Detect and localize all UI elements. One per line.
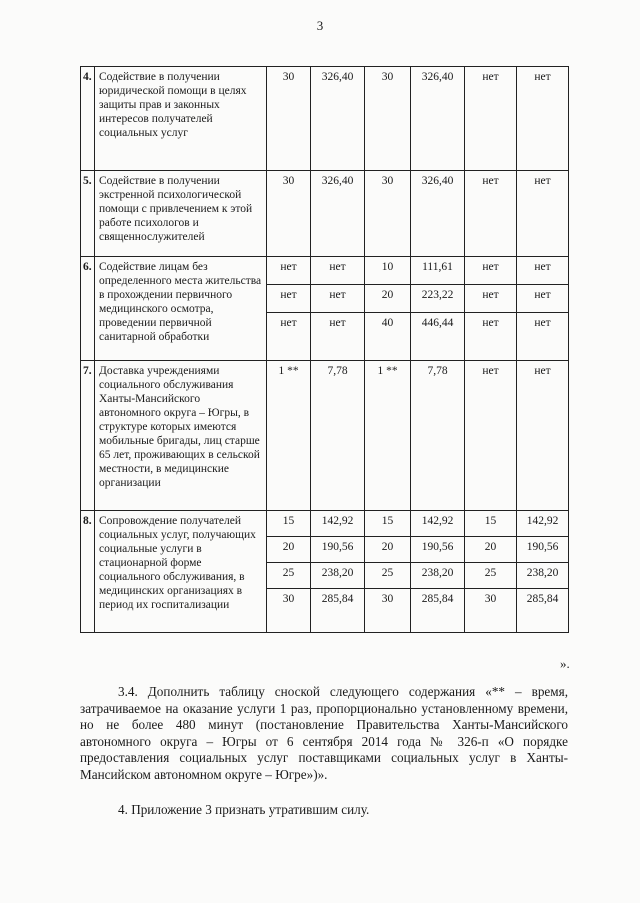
value-cell: нет [517,361,569,511]
value-cell: 1 ** [365,361,411,511]
value-cell: 238,20 [517,563,569,589]
value-cell: нет [267,285,311,313]
row-number: 4. [81,67,95,171]
value-cell: нет [517,171,569,257]
value-cell: 1 ** [267,361,311,511]
value-cell: 238,20 [311,563,365,589]
value-cell: 111,61 [411,257,465,285]
value-cell: 30 [365,67,411,171]
value-cell: нет [517,257,569,285]
value-cell: 326,40 [411,67,465,171]
value-cell: нет [267,313,311,361]
value-cell: нет [517,285,569,313]
value-cell: 30 [267,67,311,171]
value-cell: 15 [267,511,311,537]
page-number: 3 [316,18,324,33]
value-cell: 20 [267,537,311,563]
value-cell: 223,22 [411,285,465,313]
value-cell: нет [267,257,311,285]
value-cell: нет [517,67,569,171]
paragraph-footnote-addition: 3.4. Дополнить таблицу сноской следующего содержания «** – время, затрачиваемое на оказание услуги 1 раз, пропорционально установленному времени, но не более 480 минут (постановление Правительства Ханты-Мансийского автономного округа – Югры от 6 сентября 2014 года № 326-п «О порядке предоставления социальных услуг поставщиками социальных услуг в Ханты-Мансийском автономном округе – Югре»)». [80,684,568,782]
value-cell: 190,56 [411,537,465,563]
value-cell: 15 [365,511,411,537]
value-cell: 30 [267,589,311,633]
value-cell: 326,40 [311,171,365,257]
value-cell: 326,40 [311,67,365,171]
value-cell: 25 [365,563,411,589]
value-cell: 30 [267,171,311,257]
row-number: 6. [81,257,95,361]
value-cell: нет [465,171,517,257]
table-row [81,361,569,511]
value-cell: 20 [465,537,517,563]
value-cell: 7,78 [411,361,465,511]
value-cell: 25 [267,563,311,589]
value-cell: нет [465,313,517,361]
service-description: Сопровождение получателей социальных услуг, получающих социальные услуги в стационарной форме социального обслуживания, в медицинских организациях в период их госпитализации [95,511,267,633]
value-cell: нет [311,257,365,285]
value-cell: нет [311,285,365,313]
value-cell: 142,92 [311,511,365,537]
value-cell: 285,84 [411,589,465,633]
service-description: Содействие лицам без определенного места жительства в прохождении первичного медицинского осмотра, проведении первичной санитарной обработки [95,257,267,361]
value-cell: 7,78 [311,361,365,511]
value-cell: нет [465,67,517,171]
value-cell: 285,84 [517,589,569,633]
value-cell: 20 [365,537,411,563]
value-cell: 40 [365,313,411,361]
value-cell: 10 [365,257,411,285]
value-cell: нет [517,313,569,361]
value-cell: 142,92 [517,511,569,537]
value-cell: 30 [465,589,517,633]
table-row [81,257,569,285]
service-description: Содействие в получении экстренной психологической помощи с привлечением к этой работе психологов и священнослужителей [95,171,267,257]
value-cell: 30 [365,589,411,633]
value-cell: 142,92 [411,511,465,537]
table-row [81,511,569,537]
value-cell: нет [465,361,517,511]
value-cell: 25 [465,563,517,589]
services-table [80,66,569,633]
value-cell: 30 [365,171,411,257]
row-number: 7. [81,361,95,511]
row-number: 5. [81,171,95,257]
value-cell: 285,84 [311,589,365,633]
value-cell: 190,56 [311,537,365,563]
value-cell: 238,20 [411,563,465,589]
table-row [81,67,569,171]
value-cell: 446,44 [411,313,465,361]
value-cell: 326,40 [411,171,465,257]
service-description: Доставка учреждениями социального обслуживания Ханты-Мансийского автономного округа – Югры, в структуре которых имеются мобильные бригады, лиц старше 65 лет, проживающих в сельской местности, в медицинские организации [95,361,267,511]
value-cell: 20 [365,285,411,313]
table-row [81,171,569,257]
row-number: 8. [81,511,95,633]
value-cell: 15 [465,511,517,537]
value-cell: 190,56 [517,537,569,563]
service-description: Содействие в получении юридической помощи в целях защиты прав и законных интересов получателей социальных услуг [95,67,267,171]
closing-quote: ». [560,656,570,671]
paragraph-appendix-repeal: 4. Приложение 3 признать утратившим силу. [118,802,370,817]
value-cell: нет [311,313,365,361]
value-cell: нет [465,285,517,313]
value-cell: нет [465,257,517,285]
